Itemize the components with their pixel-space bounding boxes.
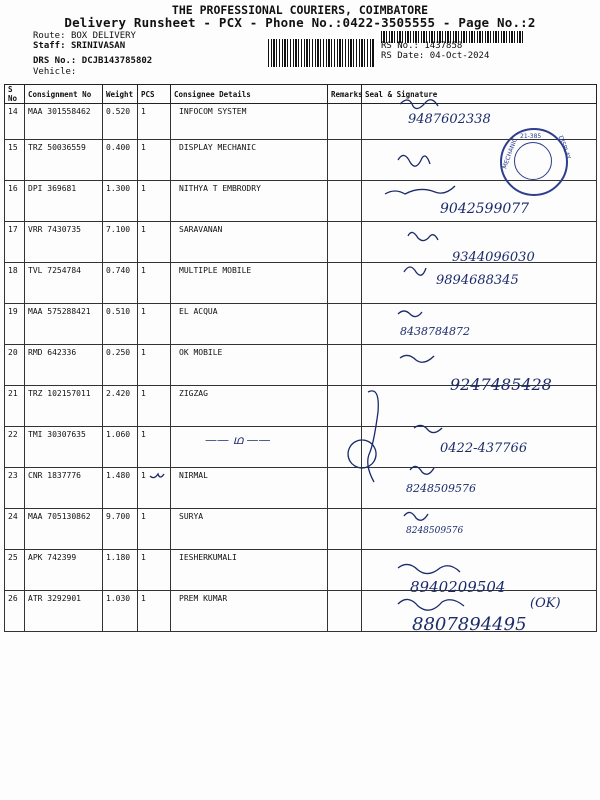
row-sno: 25	[5, 550, 25, 591]
row-weight: 7.100	[103, 222, 138, 263]
row-pcs: 1	[138, 591, 171, 632]
row-sno: 21	[5, 386, 25, 427]
signature-stroke	[398, 599, 464, 610]
row-pcs: 1	[138, 386, 171, 427]
row-consignment: MAA 705130862	[25, 509, 103, 550]
handwritten-phone: 8248509576	[406, 526, 464, 536]
row-pcs: 1	[138, 140, 171, 181]
row-consignment: TRZ 50036559	[25, 140, 103, 181]
signature-stroke	[398, 155, 430, 166]
row-consignment: TVL 7254784	[25, 263, 103, 304]
row-consignee: INFOCOM SYSTEM	[171, 104, 328, 140]
signature-stroke	[404, 512, 428, 520]
signature-stroke	[348, 440, 376, 468]
col-weight: Weight	[103, 85, 138, 104]
row-consignee: IESHERKUMALI	[171, 550, 328, 591]
row-weight: 9.700	[103, 509, 138, 550]
row-pcs: 1	[138, 427, 171, 468]
handwritten-phone: 9487602338	[408, 112, 491, 127]
row-sno: 15	[5, 140, 25, 181]
rs-date-value: 04-Oct-2024	[429, 51, 490, 61]
row-sno: 19	[5, 304, 25, 345]
row-consignee: DISPLAY MECHANIC	[171, 140, 328, 181]
route-value: BOX DELIVERY	[70, 31, 136, 41]
row-weight: 1.300	[103, 181, 138, 222]
row-pcs: 1	[138, 468, 171, 509]
handwritten-phone: 8438784872	[400, 325, 470, 338]
row-pcs: 1	[138, 222, 171, 263]
row-consignee: PREM KUMAR	[171, 591, 328, 632]
row-consignee: EL ACQUA	[171, 304, 328, 345]
row-pcs: 1	[138, 181, 171, 222]
drs-value: DCJB143785802	[81, 56, 153, 66]
row-weight: 1.030	[103, 591, 138, 632]
row-pcs: 1	[138, 304, 171, 345]
row-sno: 17	[5, 222, 25, 263]
handwritten-phone: 9247485428	[450, 375, 552, 394]
signature-stroke	[150, 474, 164, 478]
row-sno: 23	[5, 468, 25, 509]
staff-value: SRINIVASAN	[70, 41, 126, 51]
row-weight: 0.520	[103, 104, 138, 140]
col-remarks: Remarks	[328, 85, 362, 104]
row-consignee: MULTIPLE MOBILE	[171, 263, 328, 304]
signature-stroke	[400, 355, 434, 362]
row-sno: 26	[5, 591, 25, 632]
rs-date-line: RS Date: 04-Oct-2024	[381, 51, 490, 61]
row-weight: 0.510	[103, 304, 138, 345]
row-consignment: DPI 369681	[25, 181, 103, 222]
row-consignee: OK MOBILE	[171, 345, 328, 386]
row-consignee: ZIGZAG	[171, 386, 328, 427]
col-sno: S No	[5, 85, 25, 104]
handwritten-phone: 9344096030	[452, 250, 535, 265]
rs-no-value: 1437858	[424, 41, 463, 51]
row-pcs: 1	[138, 104, 171, 140]
signature-stroke	[410, 466, 434, 474]
runsheet-subtitle: Delivery Runsheet - PCX - Phone No.:0422-3505555 - Page No.:2	[64, 15, 536, 30]
company-seal-inner	[514, 142, 552, 180]
handwritten-ok: (OK)	[530, 596, 561, 611]
signature-stroke	[385, 186, 455, 194]
row-consignee: NIRMAL	[171, 468, 328, 509]
signature-stroke	[400, 100, 438, 109]
row-consignment: VRR 7430735	[25, 222, 103, 263]
seal-text: MECHANIC	[501, 137, 519, 170]
row-consignment: MAA 575288421	[25, 304, 103, 345]
row-weight: 1.180	[103, 550, 138, 591]
row-weight: 1.060	[103, 427, 138, 468]
col-signature: Seal & Signature	[362, 85, 597, 104]
company-title: THE PROFESSIONAL COURIERS, COIMBATORE	[171, 3, 429, 17]
row-consignee: NITHYA T EMBRODRY	[171, 181, 328, 222]
handwritten-phone: 9894688345	[436, 273, 519, 288]
row-consignment: CNR 1837776	[25, 468, 103, 509]
row-pcs: 1	[138, 263, 171, 304]
row-consignment: MAA 301558462	[25, 104, 103, 140]
handwritten-mark: —— ഥ ——	[205, 433, 271, 447]
signature-stroke	[398, 564, 460, 573]
row-weight: 0.250	[103, 345, 138, 386]
col-consignee: Consignee Details	[171, 85, 328, 104]
row-weight: 0.400	[103, 140, 138, 181]
row-sno: 18	[5, 263, 25, 304]
route-line: Route: BOX DELIVERY	[33, 31, 136, 41]
row-pcs: 1	[138, 509, 171, 550]
row-consignment: ATR 3292901	[25, 591, 103, 632]
row-pcs: 1	[138, 550, 171, 591]
row-consignment: RMD 642336	[25, 345, 103, 386]
row-weight: 1.480	[103, 468, 138, 509]
signature-stroke	[398, 311, 422, 317]
handwritten-phone: 0422-437766	[440, 441, 528, 456]
handwritten-phone: 8807894495	[412, 614, 527, 635]
row-consignment: APK 742399	[25, 550, 103, 591]
signature-stroke	[404, 267, 426, 275]
drs-line: DRS No.: DCJB143785802	[33, 56, 153, 66]
row-sno: 14	[5, 104, 25, 140]
row-pcs: 1	[138, 345, 171, 386]
seal-text: DISPLAY	[556, 134, 572, 161]
handwritten-phone: 8940209504	[410, 578, 506, 596]
row-sno: 22	[5, 427, 25, 468]
vehicle-label: Vehicle:	[33, 67, 77, 77]
rs-no-line: RS No.: 1437858	[381, 41, 463, 51]
col-pcs: PCS	[138, 85, 171, 104]
col-consignment: Consignment No	[25, 85, 103, 104]
row-sno: 24	[5, 509, 25, 550]
signature-stroke	[414, 425, 442, 432]
row-sno: 16	[5, 181, 25, 222]
seal-text: 21-385	[520, 133, 542, 140]
staff-line: Staff: SRINIVASAN	[33, 41, 126, 51]
row-weight: 0.740	[103, 263, 138, 304]
row-sno: 20	[5, 345, 25, 386]
handwritten-phone: 8248509576	[406, 482, 476, 495]
row-weight: 2.420	[103, 386, 138, 427]
row-consignee: SURYA	[171, 509, 328, 550]
row-consignment: TMI 30307635	[25, 427, 103, 468]
signature-stroke	[368, 391, 379, 482]
handwritten-phone: 9042599077	[440, 201, 530, 217]
signature-stroke	[408, 232, 438, 240]
row-consignment: TRZ 102157011	[25, 386, 103, 427]
row-consignee: SARAVANAN	[171, 222, 328, 263]
